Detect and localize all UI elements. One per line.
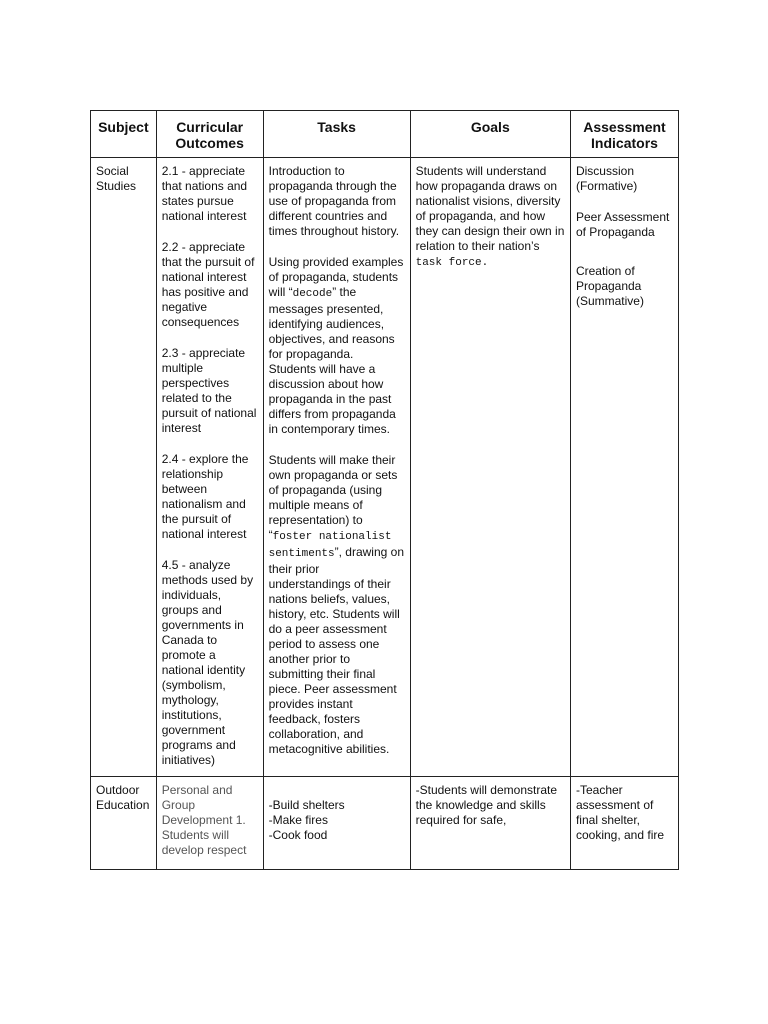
goals-tail: task force. xyxy=(415,257,489,269)
table-row xyxy=(91,777,679,870)
task-intro: Introduction to propaganda through the use of propaganda from different countries and times throughout history. xyxy=(268,164,400,238)
outcomes-cell xyxy=(156,777,263,870)
header-subject: Subject xyxy=(91,111,157,158)
outcome-item: Personal and Group Development 1. Students will develop respect xyxy=(161,783,247,857)
table-header-row xyxy=(91,111,679,158)
header-tasks: Tasks xyxy=(263,111,410,158)
goals-text: Students will understand how propaganda draws on nationalist visions, diversity of propaganda, and how they can design their own in relation to their nation’s xyxy=(415,164,565,253)
outcome-item: 2.4 - explore the relationship between nationalism and the pursuit of national interest xyxy=(161,452,249,541)
assessment-item: Discussion (Formative) xyxy=(575,164,638,193)
outcome-item: 4.5 - analyze methods used by individuals, groups and governments in Canada to promote a national identity (symbolism, mythology, institutions, government programs and initiatives) xyxy=(161,558,254,767)
assessment-item: Peer Assessment of Propaganda xyxy=(575,210,670,239)
task-decode-pre: Using provided examples of propaganda, students will “ xyxy=(268,255,404,299)
goals-cell xyxy=(410,158,570,777)
subject-text: Social Studies xyxy=(96,164,137,193)
spacer xyxy=(269,783,405,798)
outcome-item: 2.1 - appreciate that nations and states pursue national interest xyxy=(161,164,248,223)
subject-cell xyxy=(91,777,157,870)
outcome-item: 2.3 - appreciate multiple perspectives related to the pursuit of national interest xyxy=(161,346,257,435)
task-decode-word: decode xyxy=(292,288,333,300)
subject-text: Outdoor Education xyxy=(96,783,150,812)
goals-text: -Students will demonstrate the knowledge and skills required for safe, xyxy=(415,783,558,827)
outcomes-cell xyxy=(156,158,263,777)
outcome-item: 2.2 - appreciate that the pursuit of national interest has positive and negative consequences xyxy=(161,240,255,329)
assessment-cell xyxy=(570,158,678,777)
header-assessment-indicators: Assessment Indicators xyxy=(570,111,678,158)
goals-cell xyxy=(410,777,570,870)
task-item: -Cook food xyxy=(268,828,328,842)
header-curricular-outcomes: Curricular Outcomes xyxy=(156,111,263,158)
assessment-cell xyxy=(570,777,678,870)
table-row xyxy=(91,158,679,777)
task-item: -Make fires xyxy=(268,813,328,827)
task-create xyxy=(269,453,405,757)
task-create-pre: Students will make their own propaganda or sets of propaganda (using multiple means of representation) to “ xyxy=(268,453,398,542)
header-goals: Goals xyxy=(410,111,570,158)
task-decode-post: ” the messages presented, identifying audiences, objectives, and reasons for propaganda. xyxy=(268,285,395,361)
assessment-item: -Teacher assessment of final shelter, cooking, and fire xyxy=(575,783,665,842)
task-item: -Build shelters xyxy=(268,798,345,812)
task-decode xyxy=(269,255,405,362)
task-discussion: Students will have a discussion about how propaganda in the past differs from propaganda in contemporary times. xyxy=(268,362,396,436)
task-create-word: foster nationalist sentiments xyxy=(268,531,392,560)
lesson-plan-table xyxy=(90,110,679,870)
subject-cell xyxy=(91,158,157,777)
assessment-item: Creation of Propaganda (Summative) xyxy=(575,264,644,308)
tasks-cell xyxy=(263,777,410,870)
task-create-post: ”, drawing on their prior understandings of their nations beliefs, values, history, etc. Students will do a peer assessment period to assess one another prior to submitting their final piece. Peer assessment provides instant feedback, fosters collaboration, and metacognitive abilities. xyxy=(268,545,404,756)
tasks-cell xyxy=(263,158,410,777)
